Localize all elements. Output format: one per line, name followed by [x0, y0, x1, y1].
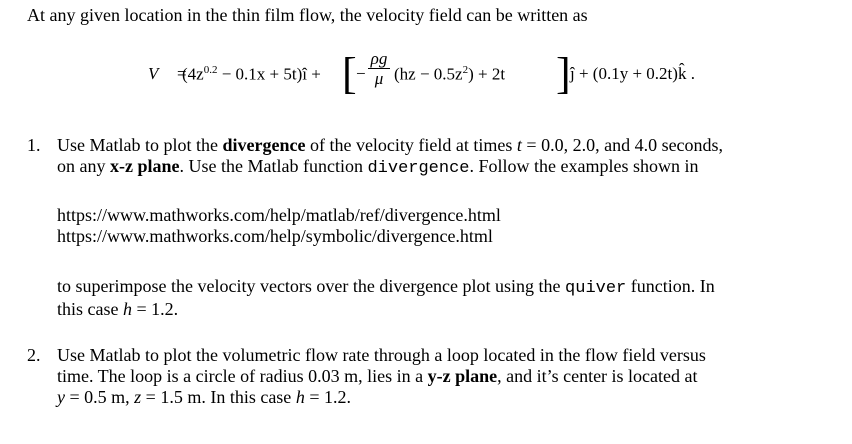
item-1-line-3: to superimpose the velocity vectors over the divergence plot using the quiver function. In — [57, 276, 715, 298]
item-1-text — [57, 135, 817, 179]
item-2-text — [57, 345, 817, 408]
item-2-line-2: time. The loop is a circle of radius 0.03 m, lies in a y-z plane, and it’s center is located at — [57, 366, 698, 386]
item-1-number: 1. — [27, 135, 41, 155]
item-1-continued — [57, 276, 797, 320]
fraction-numerator: ρg — [370, 49, 388, 68]
equation-minus: − — [356, 64, 366, 83]
link-matlab-divergence[interactable]: https://www.mathworks.com/help/matlab/ref/divergence.html — [57, 205, 501, 225]
equation-fraction — [368, 50, 390, 89]
link-symbolic-divergence[interactable]: https://www.mathworks.com/help/symbolic/divergence.html — [57, 226, 493, 246]
fraction-denominator: μ — [374, 69, 384, 88]
equation-part2: $(hz - 0.5z^2) + 2t$ — [394, 64, 506, 84]
item-1-line-2: on any x-z plane. Use the Matlab function divergence. Follow the examples shown in — [57, 156, 699, 178]
equation-part1: ($4z^{0.2} - 0.1x$ + 5t)î + — [182, 64, 321, 84]
item-2-line-3: y = 0.5 m, z = 1.5 m. In this case h = 1.2. — [57, 387, 351, 407]
item-1-line-4: this case h = 1.2. — [57, 299, 179, 319]
equation-lhs: V⃗ = — [148, 64, 188, 83]
item-1-line-1: Use Matlab to plot the divergence of the velocity field at times t = 0.0, 2.0, and 4.0 seconds, — [57, 135, 724, 155]
velocity-equation — [148, 44, 708, 106]
item-2-line-1: Use Matlab to plot the volumetric flow rate through a loop located in the flow field versus — [57, 345, 706, 365]
equation-part3: ĵ + (0.1y + 0.2t)k̂ . — [570, 64, 695, 83]
intro-text: At any given location in the thin film flow, the velocity field can be written as — [27, 5, 588, 25]
right-bracket: ] — [556, 49, 571, 98]
left-bracket: [ — [342, 49, 357, 98]
item-2-number: 2. — [27, 345, 41, 365]
